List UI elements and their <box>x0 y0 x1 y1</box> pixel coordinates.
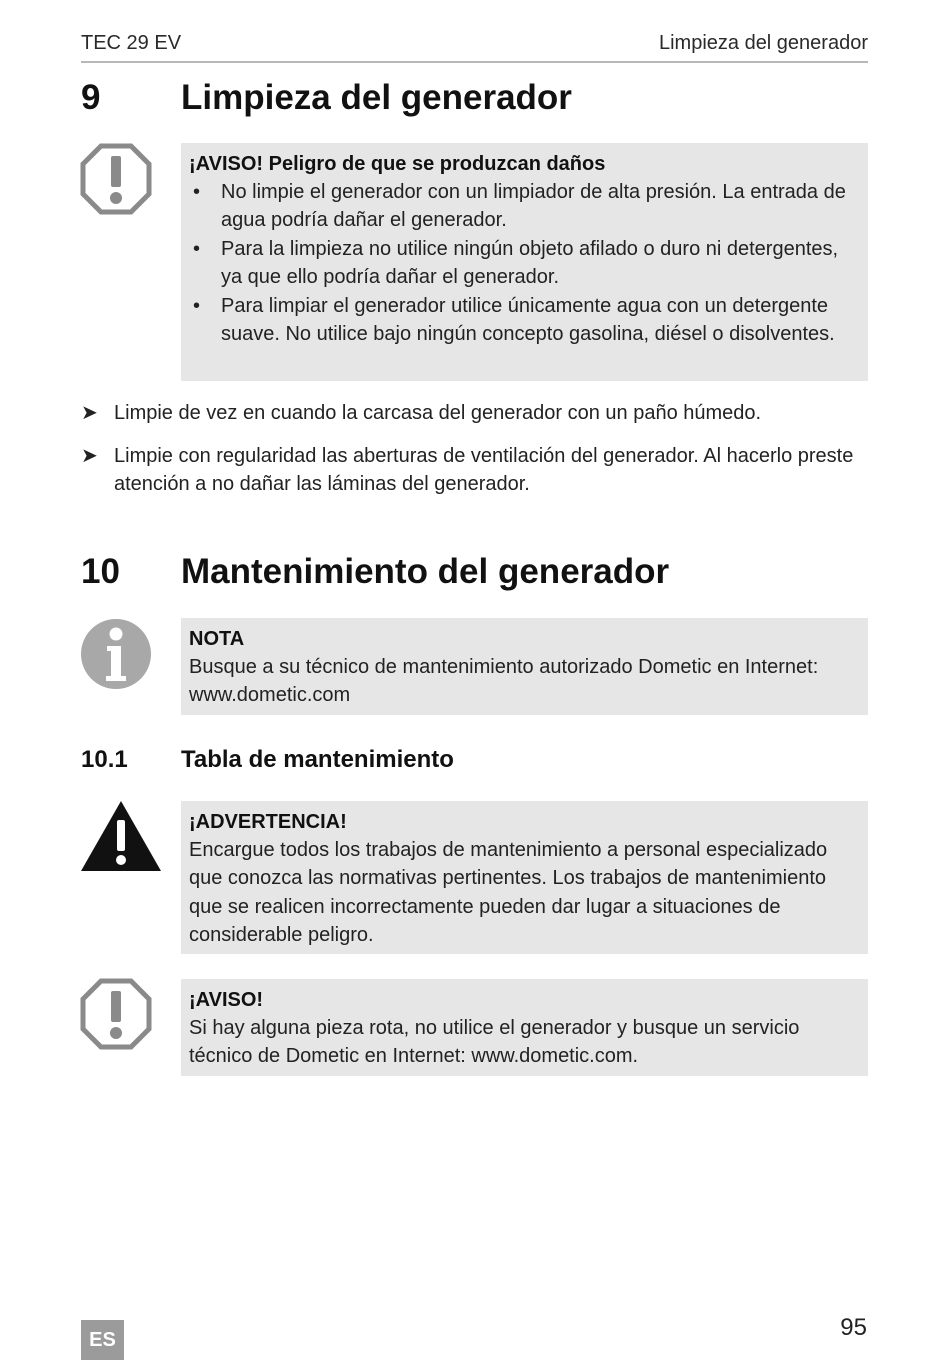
document-model: TEC 29 EV <box>81 32 182 54</box>
section-9-title: Limpieza del generador <box>181 78 572 117</box>
notice-octagon-icon <box>80 978 152 1050</box>
warning-triangle-icon <box>80 800 162 872</box>
notice-box <box>181 143 868 381</box>
notice-list <box>189 178 860 348</box>
section-10-title: Mantenimiento del generador <box>181 552 670 591</box>
section-10-1-title: Tabla de mantenimiento <box>181 746 454 773</box>
note-box <box>181 618 868 715</box>
page-number: 95 <box>840 1314 867 1341</box>
note-title: NOTA <box>189 628 245 650</box>
warning-title: ¡ADVERTENCIA! <box>189 811 347 833</box>
section-10-1-number: 10.1 <box>81 746 128 773</box>
section-9-number: 9 <box>81 78 101 117</box>
instruction-step: ➤ Limpie de vez en cuando la carcasa del generador con un paño húmedo. <box>81 399 871 427</box>
arrow-bullet-icon: ➤ <box>81 402 98 424</box>
notice-octagon-icon <box>80 143 152 215</box>
arrow-bullet-icon: ➤ <box>81 445 98 467</box>
warning-text: Encargue todos los trabajos de mantenimiento a personal especializado que conozca las normativas pertinentes. Los trabajos de mantenimiento que se realicen incorrectamente pueden dar lugar a situaciones de considerable peligro. <box>189 839 828 947</box>
section-10-number: 10 <box>81 552 120 591</box>
language-badge: ES <box>81 1320 124 1360</box>
notice-2-text: Si hay alguna pieza rota, no utilice el generador y busque un servicio técnico de Dometic en Internet: www.dometic.com. <box>189 1017 800 1068</box>
warning-box <box>181 801 868 954</box>
notice-2-title: ¡AVISO! <box>189 989 264 1011</box>
notice-title: ¡AVISO! Peligro de que se produzcan daños <box>189 153 606 175</box>
running-header-title: Limpieza del generador <box>658 32 868 54</box>
notice-item: • Para limpiar el generador utilice únicamente agua con un detergente suave. No utilice bajo ningún concepto gasolina, diésel o disolventes. <box>193 294 835 346</box>
instruction-step: ➤ Limpie con regularidad las aberturas de ventilación del generador. Al hacerlo preste atención a no dañar las láminas del generador. <box>81 442 871 499</box>
notice-box-2 <box>181 979 868 1076</box>
info-icon <box>80 618 152 690</box>
note-text: Busque a su técnico de mantenimiento autorizado Dometic en Internet: www.dometic.com <box>189 656 819 707</box>
notice-item: • No limpie el generador con un limpiador de alta presión. La entrada de agua podría dañar el generador. <box>193 181 846 232</box>
header-rule <box>81 61 868 63</box>
notice-item: • Para la limpieza no utilice ningún objeto afilado o duro ni detergentes, ya que ello podría dañar el generador. <box>193 237 839 289</box>
